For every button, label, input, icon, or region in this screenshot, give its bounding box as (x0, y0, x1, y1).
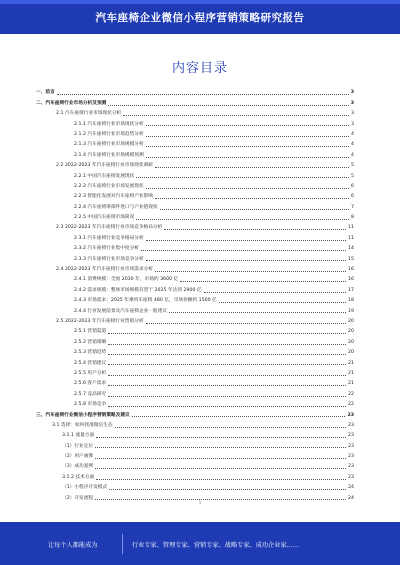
toc-entry-page: 6 (351, 194, 354, 200)
toc-entry-title: 2.5.1 营销渠道 (74, 329, 107, 335)
toc-leader-dots (219, 302, 346, 303)
toc-leader-dots (109, 489, 346, 490)
toc-entry-title: 2.3.1 汽车座椅行业竞争格局分析 (74, 235, 144, 241)
toc-entry-title: 3.1.2 技术方面 (62, 474, 95, 480)
toc-entry-title: 二、汽车座椅行业市场分析及预测 (36, 100, 107, 106)
toc-entry[interactable] (36, 128, 354, 138)
toc-entry-page: 24 (348, 485, 354, 491)
toc-entry[interactable] (36, 481, 354, 491)
toc-entry[interactable] (36, 107, 354, 117)
toc-leader-dots (146, 260, 346, 261)
toc-entry[interactable] (36, 86, 354, 96)
toc-entry[interactable] (36, 221, 354, 231)
toc-leader-dots (155, 198, 349, 199)
toc-entry-page: 7 (351, 204, 354, 210)
toc-entry-page: 20 (348, 329, 354, 335)
toc-entry[interactable] (36, 273, 354, 283)
toc-leader-dots (146, 188, 349, 189)
toc-entry-title: 2.4.1 消费规模：全国 2030 年，市场约 3600 亿 (74, 277, 179, 283)
toc-entry-page: 20 (348, 339, 354, 345)
document-title: 汽车座椅企业微信小程序营销策略研究报告 (95, 12, 305, 24)
toc-leader-dots (160, 209, 349, 210)
toc-entry-title: 三、汽车座椅行业微信小程序营销策略及建议 (36, 412, 130, 418)
toc-leader-dots (132, 416, 346, 417)
toc-entry-page: 21 (348, 381, 354, 387)
toc-entry-title: 2.3.2 汽车座椅行业集中度分析 (74, 246, 139, 252)
toc-entry-page: 23 (348, 433, 354, 439)
toc-entry-page: 20 (348, 350, 354, 356)
toc-entry[interactable] (36, 231, 354, 241)
toc-entry-title: 2.5.5 用户分析 (74, 370, 107, 376)
toc-leader-dots (108, 396, 346, 397)
toc-entry[interactable] (36, 377, 354, 387)
toc-entry[interactable] (36, 304, 354, 314)
toc-leader-dots (155, 271, 346, 272)
toc-entry-title: 2.4 2022-2023 年汽车座椅行业市场需求分析 (56, 267, 153, 273)
toc-entry[interactable] (36, 252, 354, 262)
toc-entry-title: 3.1.1 流量方面 (62, 433, 95, 439)
header-bar (0, 0, 400, 34)
toc-leader-dots (95, 447, 346, 448)
toc-entry-page: 23 (348, 422, 354, 428)
toc-entry-page: 4 (351, 152, 354, 158)
toc-entry-page: 17 (348, 287, 354, 293)
toc-entry-title: 2.5.7 竞品研究 (74, 391, 107, 397)
toc-entry-page: 6 (351, 183, 354, 189)
toc-leader-dots (108, 105, 348, 106)
toc-entry-title: 2.2.2 汽车座椅行业市场发展现状 (74, 183, 144, 189)
toc-entry-title: 2.4.3 市场需求：2025 年乘用车座椅 480 亿，市场份额约 1500 亿 (74, 298, 217, 304)
toc-leader-dots (96, 479, 346, 480)
toc-entry-title: （3）成功案例 (62, 464, 94, 470)
toc-entry-title: 2.3.3 汽车座椅行业市场竞争分析 (74, 256, 144, 262)
footer-divider (122, 534, 123, 554)
toc-leader-dots (96, 437, 346, 438)
footer-slogan: 让每个人都能成为 (48, 542, 98, 549)
toc-entry-page: 20 (348, 318, 354, 324)
toc-entry-title: 2.1.3 汽车座椅行业市场规模分析 (74, 142, 144, 148)
toc-leader-dots (146, 136, 349, 137)
toc-entry-page: 15 (348, 256, 354, 262)
toc-leader-dots (108, 385, 346, 386)
toc-leader-dots (146, 157, 349, 158)
toc-entry[interactable] (36, 283, 354, 293)
toc-entry[interactable] (36, 439, 354, 449)
toc-entry-page: 11 (348, 225, 354, 231)
toc-entry-page: 19 (348, 308, 354, 314)
page-number: 1 (198, 500, 202, 505)
toc-leader-dots (57, 94, 349, 95)
toc-entry-title: 2.2.3 智能化发展对汽车座椅产业影响 (74, 194, 154, 200)
toc-leader-dots (164, 229, 346, 230)
toc-entry[interactable] (36, 346, 354, 356)
toc-entry-title: 2.5.2 营销策略 (74, 339, 107, 345)
toc-entry-title: 2.1 汽车座椅行业市场现状分析 (56, 111, 122, 117)
toc-entry-page: 3 (351, 121, 354, 127)
toc-leader-dots (95, 468, 346, 469)
toc-entry-page: 3 (350, 100, 354, 106)
toc-leader-dots (136, 177, 349, 178)
toc-entry[interactable] (36, 460, 354, 470)
toc-entry[interactable] (36, 470, 354, 480)
toc-leader-dots (108, 344, 346, 345)
toc-entry-title: 2.3 2022-2023 年汽车座椅行业市场竞争格局分析 (56, 225, 163, 231)
toc-entry-page: 3 (350, 90, 354, 96)
toc-entry-page: 21 (348, 370, 354, 376)
toc-leader-dots (108, 333, 346, 334)
toc-entry[interactable] (36, 450, 354, 460)
toc-entry-title: 2.1.4 汽车座椅行业市场规模预测 (74, 152, 144, 158)
toc-leader-dots (141, 250, 346, 251)
footer-bar (0, 522, 400, 565)
toc-entry[interactable] (36, 169, 354, 179)
toc-entry-title: 2.5.3 营销趋势 (74, 350, 107, 356)
toc-entry-title: （2）用户画像 (62, 454, 94, 460)
toc-entry-page: 24 (348, 495, 354, 501)
toc-entry-page: 4 (351, 142, 354, 148)
toc-entry[interactable] (36, 138, 354, 148)
toc-entry-title: （1）行业定位 (62, 443, 94, 449)
toc-entry[interactable] (36, 211, 354, 221)
toc-entry[interactable] (36, 200, 354, 210)
toc-entry-title: 2.1.2 汽车座椅行业市场趋势分析 (74, 131, 144, 137)
toc-leader-dots (95, 458, 346, 459)
toc-entry-title: 2.5.4 营销建议 (74, 360, 107, 366)
toc-entry[interactable] (36, 159, 354, 169)
toc-heading: 内容目录 (171, 61, 228, 76)
footer-tagline: 行业专家、管理专家、营销专家、战略专家、成功企业家…… (132, 542, 300, 549)
toc-entry-title: 2.2 2022-2023 年汽车座椅行业市场现状调研 (56, 163, 153, 169)
toc-entry[interactable] (36, 294, 354, 304)
table-of-contents (36, 86, 354, 502)
toc-entry-page: 5 (351, 173, 354, 179)
toc-entry[interactable] (36, 96, 354, 106)
toc-leader-dots (146, 146, 349, 147)
toc-entry-page: 23 (348, 443, 354, 449)
toc-entry-title: 2.4.2 需求规模：整体市场规模有望于 2025 年达到 2900 亿 (74, 287, 202, 293)
toc-entry-title: 2.5.8 市场竞争 (74, 402, 107, 408)
toc-entry[interactable] (36, 315, 354, 325)
toc-entry-title: 2.2.1 中国汽车座椅发展现状 (74, 173, 135, 179)
header-stripe (0, 0, 400, 4)
toc-entry-title: 2.2.4 汽车座椅零部件进口与产业链现状 (74, 204, 158, 210)
toc-leader-dots (180, 281, 346, 282)
toc-entry-page: 4 (351, 131, 354, 137)
toc-entry[interactable] (36, 148, 354, 158)
toc-entry-title: 2.1.1 汽车座椅行业市场现状分析 (74, 121, 144, 127)
toc-entry[interactable] (36, 335, 354, 345)
toc-leader-dots (155, 167, 349, 168)
toc-entry-page: 23 (348, 474, 354, 480)
toc-entry[interactable] (36, 180, 354, 190)
toc-leader-dots (123, 115, 349, 116)
toc-leader-dots (146, 240, 346, 241)
toc-entry[interactable] (36, 387, 354, 397)
toc-entry[interactable] (36, 408, 354, 418)
toc-leader-dots (108, 375, 346, 376)
toc-entry-page: 18 (348, 298, 354, 304)
toc-entry-page: 16 (348, 267, 354, 273)
toc-entry-page: 23 (347, 412, 354, 418)
toc-leader-dots (146, 125, 349, 126)
toc-entry-page: 23 (348, 464, 354, 470)
toc-entry-title: 2.5 2022-2023 年汽车座椅行业营销分析 (56, 318, 144, 324)
toc-leader-dots (108, 406, 346, 407)
toc-entry[interactable] (36, 419, 354, 429)
toc-entry-title: 3.1 选择：如何找准微信生态 (52, 422, 113, 428)
toc-entry-page: 16 (348, 277, 354, 283)
toc-leader-dots (115, 427, 347, 428)
toc-entry-title: （1）小程序开发模式 (62, 485, 108, 491)
toc-entry[interactable] (36, 117, 354, 127)
toc-entry-page: 5 (351, 163, 354, 169)
toc-leader-dots (108, 354, 346, 355)
toc-entry-page: 3 (351, 111, 354, 117)
toc-entry-page: 8 (351, 215, 354, 221)
toc-entry-title: 2.5.6 客户需求 (74, 381, 107, 387)
toc-entry-page: 22 (348, 402, 354, 408)
toc-entry-page: 22 (348, 391, 354, 397)
toc-entry[interactable] (36, 190, 354, 200)
toc-entry[interactable] (36, 263, 354, 273)
toc-leader-dots (108, 364, 346, 365)
toc-leader-dots (169, 312, 346, 313)
toc-entry[interactable] (36, 356, 354, 366)
toc-entry[interactable] (36, 367, 354, 377)
toc-entry[interactable] (36, 242, 354, 252)
toc-entry-title: （2）开发流程 (62, 495, 94, 501)
toc-entry-page: 14 (348, 246, 354, 252)
toc-entry-page: 11 (348, 235, 354, 241)
toc-entry-page: 21 (348, 360, 354, 366)
toc-entry[interactable] (36, 398, 354, 408)
toc-leader-dots (136, 219, 349, 220)
toc-leader-dots (204, 292, 346, 293)
toc-entry-title: 一、前言 (36, 90, 55, 96)
toc-entry[interactable] (36, 325, 354, 335)
toc-entry-title: 2.4.4 行业发展前景及汽车座椅企业一般建议 (74, 308, 168, 314)
toc-entry[interactable] (36, 429, 354, 439)
toc-leader-dots (146, 323, 346, 324)
toc-entry-title: 2.2.5 中国汽车座椅市场简况 (74, 215, 135, 221)
toc-entry-page: 23 (348, 454, 354, 460)
